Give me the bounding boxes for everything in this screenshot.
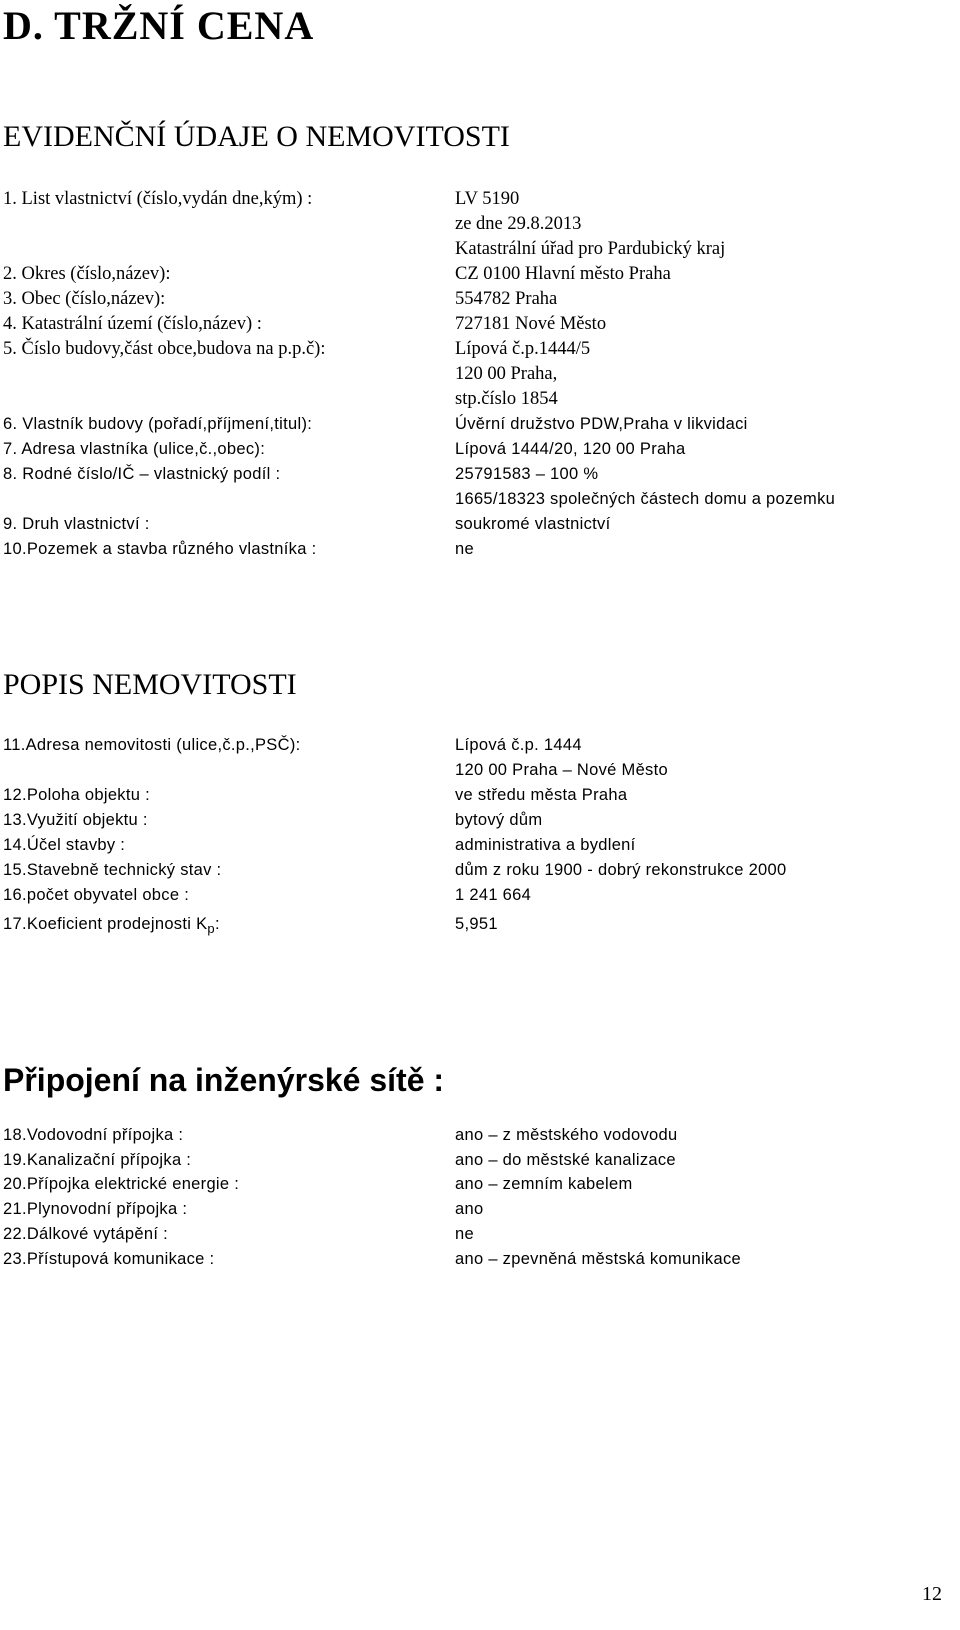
row-value-4: 727181 Nové Město (455, 314, 607, 334)
row-value-10: ne (455, 540, 474, 558)
row-value-14: administrativa a bydlení (455, 836, 636, 854)
row-value-1b: ze dne 29.8.2013 (455, 214, 582, 234)
row-value-11b: 120 00 Praha – Nové Město (455, 761, 668, 779)
row-label-19: 19.Kanalizační přípojka : (3, 1151, 192, 1169)
row-value-3: 554782 Praha (455, 289, 558, 309)
row-value-8b: 1665/18323 společných částech domu a pozemku (455, 490, 836, 508)
row-value-5c: stp.číslo 1854 (455, 389, 558, 409)
row-value-15: dům z roku 1900 - dobrý rekonstrukce 2000 (455, 861, 787, 879)
row-value-21: ano (455, 1200, 484, 1218)
row-label-2: 2. Okres (číslo,název): (3, 264, 171, 284)
row-value-16: 1 241 664 (455, 886, 532, 904)
section-title-evidence: EVIDENČNÍ ÚDAJE O NEMOVITOSTI (3, 120, 510, 153)
row-value-1a: LV 5190 (455, 189, 520, 209)
row-label-11: 11.Adresa nemovitosti (ulice,č.p.,PSČ): (3, 736, 301, 754)
row-label-5: 5. Číslo budovy,část obce,budova na p.p.č): (3, 339, 326, 359)
row-value-12: ve středu města Praha (455, 786, 628, 804)
section-title-utilities: Připojení na inženýrské sítě : (3, 1062, 445, 1098)
row-label-4: 4. Katastrální území (číslo,název) : (3, 314, 262, 334)
row-value-11a: Lípová č.p. 1444 (455, 736, 582, 754)
row-label-1: 1. List vlastnictví (číslo,vydán dne,kým) : (3, 189, 313, 209)
section-title-description: POPIS NEMOVITOSTI (3, 668, 297, 701)
row-value-13: bytový dům (455, 811, 543, 829)
row-value-5b: 120 00 Praha, (455, 364, 558, 384)
main-heading: D. TRŽNÍ CENA (3, 3, 315, 48)
row-label-14: 14.Účel stavby : (3, 836, 126, 854)
row-label-8: 8. Rodné číslo/IČ – vlastnický podíl : (3, 465, 281, 483)
row-label-18: 18.Vodovodní přípojka : (3, 1126, 184, 1144)
row-value-20: ano – zemním kabelem (455, 1175, 633, 1193)
row-value-1c: Katastrální úřad pro Pardubický kraj (455, 239, 726, 259)
row-value-8a: 25791583 – 100 % (455, 465, 599, 483)
row-label-7: 7. Adresa vlastníka (ulice,č.,obec): (3, 440, 266, 458)
row-value-6: Úvěrní družstvo PDW,Praha v likvidaci (455, 415, 748, 433)
row-label-6: 6. Vlastník budovy (pořadí,příjmení,titul): (3, 415, 313, 433)
row-label-13: 13.Využití objektu : (3, 811, 148, 829)
row-value-22: ne (455, 1225, 474, 1243)
row-value-7: Lípová 1444/20, 120 00 Praha (455, 440, 686, 458)
row-label-15: 15.Stavebně technický stav : (3, 861, 222, 879)
row-value-18: ano – z městského vodovodu (455, 1126, 678, 1144)
row-label-17: 17.Koeficient prodejnosti $K_p$: (3, 915, 220, 936)
row-value-17: 5,951 (455, 915, 498, 933)
row-value-23: ano – zpevněná městská komunikace (455, 1250, 741, 1268)
row-label-23: 23.Přístupová komunikace : (3, 1250, 215, 1268)
row-label-10: 10.Pozemek a stavba různého vlastníka : (3, 540, 317, 558)
row-label-22: 22.Dálkové vytápění : (3, 1225, 168, 1243)
row-label-3: 3. Obec (číslo,název): (3, 289, 166, 309)
row-label-21: 21.Plynovodní přípojka : (3, 1200, 188, 1218)
row-value-2: CZ 0100 Hlavní město Praha (455, 264, 671, 284)
page-number: 12 (922, 1583, 942, 1605)
row-label-9: 9. Druh vlastnictví : (3, 515, 150, 533)
row-label-20: 20.Přípojka elektrické energie : (3, 1175, 240, 1193)
row-value-5a: Lípová č.p.1444/5 (455, 339, 591, 359)
row-label-16: 16.počet obyvatel obce : (3, 886, 190, 904)
row-label-12: 12.Poloha objektu : (3, 786, 150, 804)
row-value-9: soukromé vlastnictví (455, 515, 611, 533)
row-value-19: ano – do městské kanalizace (455, 1151, 676, 1169)
